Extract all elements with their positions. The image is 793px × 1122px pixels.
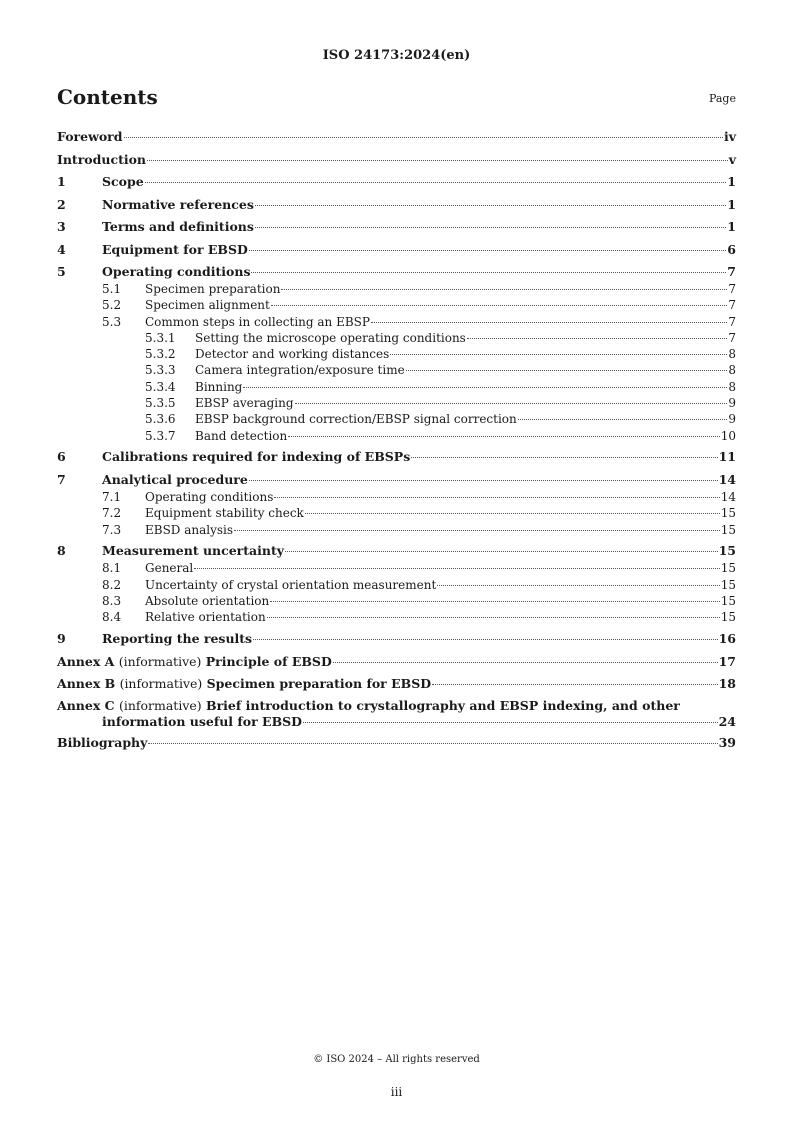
leader-dots — [124, 137, 723, 138]
toc-entry-text: Specimen alignment — [145, 298, 270, 313]
leader-dots — [432, 684, 718, 685]
toc-entry-5-3-2[interactable] — [57, 346, 736, 362]
toc-entry-text: General — [145, 561, 194, 576]
toc-entry-scope[interactable] — [57, 173, 736, 191]
leader-dots — [281, 289, 727, 290]
toc-entry-annex-b[interactable] — [57, 675, 736, 693]
toc-entry-number: 8 — [57, 543, 66, 559]
toc-entry-8-4[interactable] — [57, 609, 736, 625]
page-number: iii — [390, 1085, 403, 1099]
toc-entry-text: Foreword — [57, 129, 123, 144]
toc-entry-text — [57, 653, 332, 671]
toc-entry-text: Operating conditions — [102, 264, 251, 279]
toc-entry-analytical-procedure[interactable] — [57, 471, 736, 489]
toc-entry-text: Terms and definitions — [102, 219, 254, 234]
leader-dots — [390, 354, 727, 355]
toc-entry-calibrations[interactable] — [57, 448, 736, 466]
toc-entry-terms[interactable] — [57, 218, 736, 236]
toc-entry-introduction[interactable] — [57, 151, 736, 169]
toc-entry-text: Introduction — [57, 151, 147, 167]
toc-entry-page: 9 — [728, 412, 736, 427]
toc-entry-5-3-4[interactable] — [57, 379, 736, 395]
leader-dots — [255, 205, 726, 206]
toc-entry-page: 10 — [720, 428, 736, 443]
toc-entry-text: Bibliography — [57, 735, 148, 751]
page-column-label: Page — [708, 92, 736, 105]
annex-informative: (informative) — [118, 697, 202, 713]
toc-entry-8-1[interactable] — [57, 560, 736, 576]
toc-entry-number: 3 — [57, 219, 66, 234]
toc-entry-5-3-5[interactable] — [57, 395, 736, 411]
toc-entry-number: 5.3.3 — [145, 363, 176, 378]
toc-entry-number: 7.3 — [102, 522, 122, 537]
toc-entry-number: 5.3.7 — [145, 428, 176, 443]
toc-entry-text: Setting the microscope operating conditions — [195, 330, 466, 345]
toc-entry-text: EBSD analysis — [145, 522, 234, 537]
leader-dots — [274, 497, 719, 498]
leader-dots — [303, 722, 718, 723]
toc-entry-number: 8.4 — [102, 610, 122, 625]
toc-entry-8-3[interactable] — [57, 593, 736, 609]
toc-entry-page: 8 — [728, 363, 736, 378]
toc-entry-annex-a[interactable] — [57, 653, 736, 671]
toc-entry-7-1[interactable] — [57, 489, 736, 505]
toc-entry-page: 6 — [727, 241, 736, 257]
toc-entry-5-3[interactable] — [57, 314, 736, 330]
toc-entry-page: 7 — [728, 282, 736, 296]
toc-entry-page: 15 — [720, 577, 736, 592]
toc-entry-text: Normative references — [102, 196, 254, 212]
leader-dots — [255, 227, 726, 228]
toc-entry-text: Common steps in collecting an EBSP — [145, 314, 370, 329]
toc-entry-operating-conditions[interactable] — [57, 263, 736, 281]
leader-dots — [271, 305, 728, 306]
toc-entry-7-2[interactable] — [57, 505, 736, 521]
leader-dots — [251, 272, 726, 273]
leader-dots — [253, 639, 717, 640]
document-header: ISO 24173:2024(en) — [322, 48, 471, 63]
leader-dots — [467, 338, 728, 339]
toc-entry-equipment[interactable] — [57, 241, 736, 259]
toc-entry-number: 7 — [57, 471, 66, 487]
toc-entry-page: 7 — [727, 264, 736, 279]
toc-entry-page: v — [728, 151, 736, 167]
leader-dots — [371, 322, 727, 323]
leader-dots — [411, 457, 717, 458]
toc-entry-text: Camera integration/exposure time — [195, 363, 405, 378]
toc-entry-page: 15 — [718, 543, 736, 559]
annex-c-line-2 — [57, 714, 736, 730]
toc-entry-text: EBSP background correction/EBSP signal correction — [195, 412, 517, 427]
annex-c-line-1 — [57, 698, 736, 714]
toc-entry-text: Calibrations required for indexing of EBSPs — [102, 449, 411, 465]
toc-entry-page: 8 — [728, 379, 736, 394]
annex-informative: (informative) — [118, 653, 202, 669]
toc-entry-number: 6 — [57, 449, 66, 465]
toc-entry-7-3[interactable] — [57, 522, 736, 538]
toc-entry-page: 24 — [718, 713, 736, 729]
toc-entry-number: 5.3.5 — [145, 396, 176, 411]
toc-entry-text: Relative orientation — [145, 610, 266, 625]
toc-entry-text: Equipment stability check — [145, 506, 304, 521]
toc-entry-number: 8.1 — [102, 561, 122, 576]
toc-entry-page: 1 — [727, 219, 736, 234]
toc-entry-5-3-7[interactable] — [57, 428, 736, 444]
toc-entry-text — [57, 675, 431, 693]
annex-label: Annex B — [57, 676, 116, 692]
toc-entry-number: 2 — [57, 196, 66, 212]
toc-entry-page: 7 — [728, 298, 736, 313]
annex-title: Specimen preparation for EBSD — [206, 676, 432, 692]
annex-title-continued: information useful for EBSD — [102, 713, 303, 729]
annex-label: Annex C — [57, 697, 115, 713]
leader-dots — [145, 182, 727, 183]
leader-dots — [288, 436, 719, 437]
toc-entry-page: 15 — [720, 610, 736, 625]
leader-dots — [243, 387, 727, 388]
leader-dots — [267, 617, 720, 618]
toc-entry-5-3-1[interactable] — [57, 330, 736, 346]
table-of-contents — [57, 128, 736, 752]
toc-entry-page: 14 — [718, 471, 736, 487]
leader-dots — [518, 419, 728, 420]
leader-dots — [305, 513, 720, 514]
toc-entry-page: 18 — [718, 676, 736, 692]
toc-entry-number: 5.3.1 — [145, 330, 176, 345]
toc-entry-page: 8 — [728, 347, 736, 362]
toc-entry-number: 5.3.6 — [145, 412, 176, 427]
toc-entry-page: 15 — [720, 506, 736, 521]
toc-entry-page: iv — [723, 129, 736, 144]
toc-entry-bibliography[interactable] — [57, 734, 736, 752]
toc-entry-5-3-3[interactable] — [57, 362, 736, 378]
toc-entry-number: 9 — [57, 631, 66, 647]
toc-entry-text: Operating conditions — [145, 489, 274, 504]
page-title: Contents — [57, 85, 158, 109]
toc-entry-number: 7.1 — [102, 489, 122, 504]
toc-entry-foreword[interactable] — [57, 128, 736, 146]
toc-entry-text: Equipment for EBSD — [102, 241, 248, 257]
leader-dots — [437, 585, 719, 586]
toc-entry-number: 4 — [57, 241, 66, 257]
leader-dots — [270, 601, 719, 602]
toc-entry-text: Binning — [195, 379, 243, 394]
toc-entry-reporting[interactable] — [57, 630, 736, 648]
toc-entry-page: 14 — [720, 489, 736, 504]
toc-entry-text: Analytical procedure — [102, 471, 248, 487]
toc-entry-page: 15 — [720, 522, 736, 537]
toc-entry-text: EBSP averaging — [195, 396, 294, 411]
toc-entry-text: Reporting the results — [102, 631, 253, 647]
toc-entry-text: Scope — [102, 174, 144, 189]
toc-entry-text: Measurement uncertainty — [102, 543, 285, 559]
annex-label: Annex A — [57, 653, 115, 669]
toc-entry-text: Detector and working distances — [195, 347, 390, 362]
annex-informative: (informative) — [119, 676, 203, 692]
toc-entry-number: 7.2 — [102, 506, 122, 521]
leader-dots — [234, 530, 720, 531]
toc-entry-page: 39 — [718, 735, 736, 751]
toc-entry-page: 15 — [720, 561, 736, 576]
toc-entry-page: 9 — [728, 396, 736, 411]
toc-entry-5-1[interactable] — [57, 281, 736, 297]
leader-dots — [249, 480, 718, 481]
toc-entry-text: Uncertainty of crystal orientation measurement — [145, 577, 437, 592]
toc-entry-page: 11 — [718, 449, 736, 465]
toc-entry-number: 5.3.4 — [145, 379, 176, 394]
leader-dots — [406, 370, 728, 371]
toc-entry-number: 5.2 — [102, 298, 122, 313]
toc-entry-page: 16 — [718, 631, 736, 647]
toc-entry-annex-c[interactable] — [57, 698, 736, 730]
toc-entry-5-3-6[interactable] — [57, 411, 736, 427]
leader-dots — [148, 743, 717, 744]
toc-entry-measurement-uncertainty[interactable] — [57, 542, 736, 560]
annex-title: Principle of EBSD — [205, 653, 332, 669]
toc-entry-number: 5 — [57, 264, 66, 279]
toc-entry-8-2[interactable] — [57, 577, 736, 593]
toc-entry-number: 5.1 — [102, 282, 122, 296]
toc-entry-page: 1 — [727, 196, 736, 212]
leader-dots — [194, 568, 719, 569]
leader-dots — [249, 250, 726, 251]
toc-entry-text: Specimen preparation — [145, 282, 281, 296]
toc-entry-page: 17 — [718, 653, 736, 669]
toc-entry-text: Band detection — [195, 428, 288, 443]
toc-entry-text: Absolute orientation — [145, 593, 270, 608]
toc-entry-page: 1 — [727, 174, 736, 189]
toc-entry-page: 7 — [728, 330, 736, 345]
leader-dots — [285, 551, 718, 552]
leader-dots — [333, 662, 718, 663]
toc-entry-5-2[interactable] — [57, 297, 736, 313]
annex-title: Brief introduction to crystallography and EBSP indexing, and other — [206, 697, 680, 713]
toc-entry-page: 7 — [728, 314, 736, 329]
toc-entry-normative-references[interactable] — [57, 196, 736, 214]
toc-entry-page: 15 — [720, 593, 736, 608]
copyright-footer: © ISO 2024 – All rights reserved — [313, 1054, 480, 1065]
toc-entry-number: 8.2 — [102, 577, 122, 592]
toc-entry-number: 8.3 — [102, 593, 122, 608]
leader-dots — [295, 403, 728, 404]
toc-entry-number: 1 — [57, 174, 66, 189]
toc-entry-number: 5.3.2 — [145, 347, 176, 362]
leader-dots — [147, 160, 728, 161]
toc-entry-number: 5.3 — [102, 314, 122, 329]
